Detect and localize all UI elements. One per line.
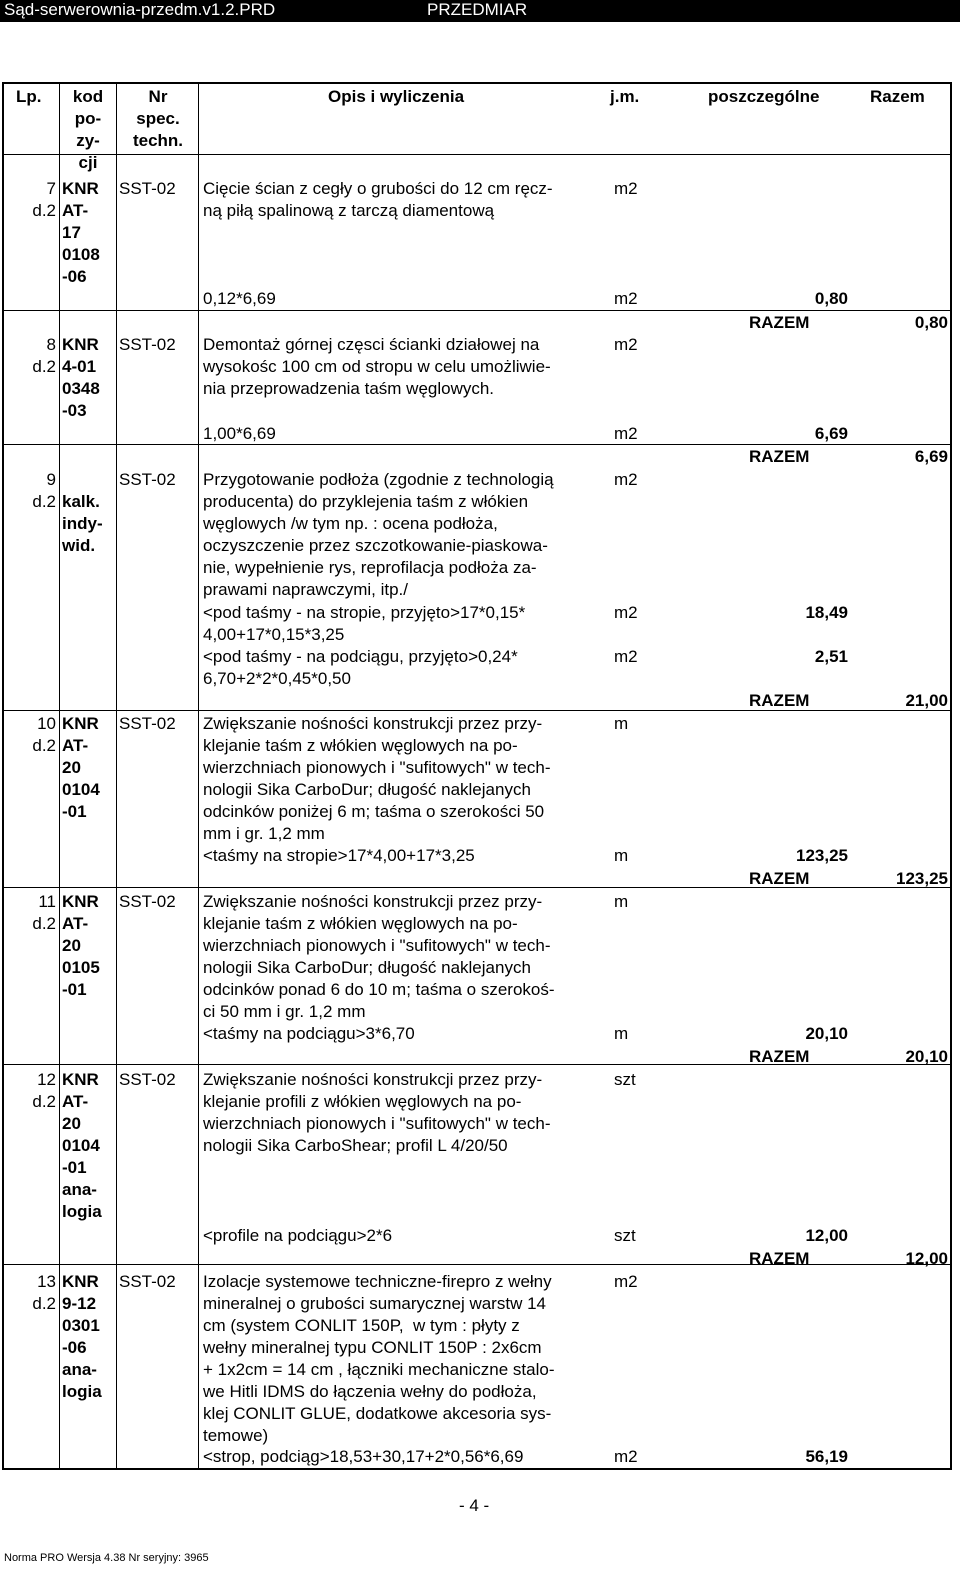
- calc-unit: m2: [614, 647, 638, 666]
- row-lp: 7 d.2: [32, 179, 56, 220]
- calc-unit: szt: [614, 1226, 636, 1245]
- row-description: Zwiększanie nośności konstrukcji przez przy- klejanie profili z włókien węglowych na po- wierzchniach pionowych i "sufitowych" w tech- nologii Sika CarboShear; profil L 4/20/50: [203, 1070, 551, 1155]
- row-lp: 9 d.2: [32, 470, 56, 511]
- row-spec: SST-02: [119, 714, 176, 733]
- row-unit: m2: [614, 1272, 638, 1291]
- header-razem: Razem: [870, 87, 925, 106]
- calc-expression: <strop, podciąg>18,53+30,17+2*0,56*6,69: [203, 1447, 524, 1466]
- header-jm: j.m.: [610, 87, 640, 106]
- row-unit: m: [614, 892, 629, 911]
- calc-unit: m2: [614, 289, 638, 308]
- calc-unit: m: [614, 846, 629, 865]
- row-unit: m2: [614, 335, 638, 354]
- calc-value: 18,49: [805, 603, 848, 622]
- row-description: Zwiększanie nośności konstrukcji przez przy- klejanie taśm z włókien węglowych na po- wierzchniach pionowych i "sufitowych" w tech- nologii Sika CarboDur; długość naklejanych odcinków poniżej 6 m; taśma o szerokości 50 mm i gr. 1,2 mm: [203, 714, 551, 843]
- row-spec: SST-02: [119, 470, 176, 489]
- row-lp: 10 d.2: [32, 714, 56, 755]
- document-type: PRZEDMIAR: [427, 0, 528, 19]
- row-description: Cięcie ścian z cegły o grubości do 12 cm ręcz- ną piłą spalinową z tarczą diamentową: [203, 179, 553, 220]
- row-spec: SST-02: [119, 335, 176, 354]
- row-spec: SST-02: [119, 1272, 176, 1291]
- razem-label: RAZEM: [749, 1249, 810, 1268]
- row-unit: m2: [614, 470, 638, 489]
- calc-value: 123,25: [796, 846, 848, 865]
- calc-expression: 0,12*6,69: [203, 289, 276, 308]
- calc-unit: m: [614, 1024, 629, 1043]
- row-lp: 8 d.2: [32, 335, 56, 376]
- row-kod: kalk. indy- wid.: [62, 492, 103, 555]
- row-kod: KNR AT- 20 0105 -01: [62, 892, 100, 999]
- header-opis: Opis i wyliczenia: [328, 87, 465, 106]
- calc-value: 20,10: [805, 1024, 848, 1043]
- page-number: - 4 -: [459, 1496, 490, 1515]
- calc-expression: <taśmy na podciągu>3*6,70: [203, 1024, 415, 1043]
- row-kod: KNR AT- 20 0104 -01: [62, 714, 100, 821]
- header-nr-spec: Nr spec. techn.: [132, 87, 184, 150]
- header-kod: kod po- zy- cji: [72, 87, 104, 172]
- row-description: Izolacje systemowe techniczne-firepro z wełny mineralnej o grubości sumarycznej warstw 14 cm (system CONLIT 150P, w tym : płyty z wełny mineralnej typu CONLIT 150P : 2x6cm + 1x2cm = 14 cm , łączniki mechaniczne stalo- we Hitli IDMS do łączenia wełny do podłoża, klej CONLIT GLUE, dodatkowe akcesoria sys- temowe): [203, 1272, 555, 1445]
- row-description: Zwiększanie nośności konstrukcji przez przy- klejanie taśm z włókien węglowych na po- wierzchniach pionowych i "sufitowych" w tech- nologii Sika CarboDur; długość naklejanych odcinków ponad 6 do 10 m; taśma o szerokoś- ci 50 mm i gr. 1,2 mm: [203, 892, 555, 1021]
- razem-label: RAZEM: [749, 691, 810, 710]
- row-description: Demontaż górnej częsci ścianki działowej na wysokośc 100 cm od stropu w celu umożliwie- nia przeprowadzenia taśm węglowych.: [203, 335, 551, 398]
- calc-expression: <taśmy na stropie>17*4,00+17*3,25: [203, 846, 475, 865]
- row-spec: SST-02: [119, 179, 176, 198]
- row-spec: SST-02: [119, 892, 176, 911]
- calc-expression: <pod taśmy - na podciągu, przyjęto>0,24* 6,70+2*2*0,45*0,50: [203, 647, 518, 688]
- row-lp: 11 d.2: [32, 892, 56, 933]
- calc-unit: m2: [614, 1447, 638, 1466]
- row-kod: KNR 4-01 0348 -03: [62, 335, 100, 420]
- row-lp: 13 d.2: [32, 1272, 56, 1313]
- razem-value: 20,10: [905, 1047, 948, 1066]
- razem-label: RAZEM: [749, 1047, 810, 1066]
- row-kod: KNR AT- 20 0104 -01 ana- logia: [62, 1070, 102, 1221]
- row-spec: SST-02: [119, 1070, 176, 1089]
- razem-value: 12,00: [905, 1249, 948, 1268]
- calc-expression: <profile na podciągu>2*6: [203, 1226, 393, 1245]
- razem-value: 123,25: [896, 869, 948, 888]
- title-bar: [0, 0, 960, 22]
- calc-value: 12,00: [805, 1226, 848, 1245]
- razem-label: RAZEM: [749, 447, 810, 466]
- calc-value: 56,19: [805, 1447, 848, 1466]
- calc-unit: m2: [614, 424, 638, 443]
- razem-value: 21,00: [905, 691, 948, 710]
- calc-expression: <pod taśmy - na stropie, przyjęto>17*0,15* 4,00+17*0,15*3,25: [203, 603, 526, 644]
- footer-software: Norma PRO Wersja 4.38 Nr seryjny: 3965: [4, 1552, 209, 1564]
- calc-value: 2,51: [814, 647, 848, 666]
- calc-value: 6,69: [814, 424, 848, 443]
- estimate-table: [2, 82, 952, 1470]
- row-description: Przygotowanie podłoża (zgodnie z technologią producenta) do przyklejenia taśm z włókien węglowych /w tym np. : ocena podłoża, oczyszczenie przez szczotkowanie-piaskowa- nie, wypełnienie rys, reprofilacja podłoża za- prawami naprawczymi, itp./: [203, 470, 554, 599]
- calc-value: 0,80: [814, 289, 848, 308]
- row-unit: m2: [614, 179, 638, 198]
- razem-value: 6,69: [914, 447, 948, 466]
- calc-expression: 1,00*6,69: [203, 424, 276, 443]
- header-lp: Lp.: [16, 87, 42, 106]
- row-kod: KNR AT- 17 0108 -06: [62, 179, 100, 286]
- header-poszczegolne: poszczególne: [708, 87, 820, 106]
- row-lp: 12 d.2: [32, 1070, 56, 1111]
- row-unit: szt: [614, 1070, 636, 1089]
- row-kod: KNR 9-12 0301 -06 ana- logia: [62, 1272, 102, 1401]
- razem-label: RAZEM: [749, 313, 810, 332]
- document-name: Sąd-serwerownia-przedm.v1.2.PRD: [4, 0, 276, 19]
- calc-unit: m2: [614, 603, 638, 622]
- razem-value: 0,80: [914, 313, 948, 332]
- row-unit: m: [614, 714, 629, 733]
- razem-label: RAZEM: [749, 869, 810, 888]
